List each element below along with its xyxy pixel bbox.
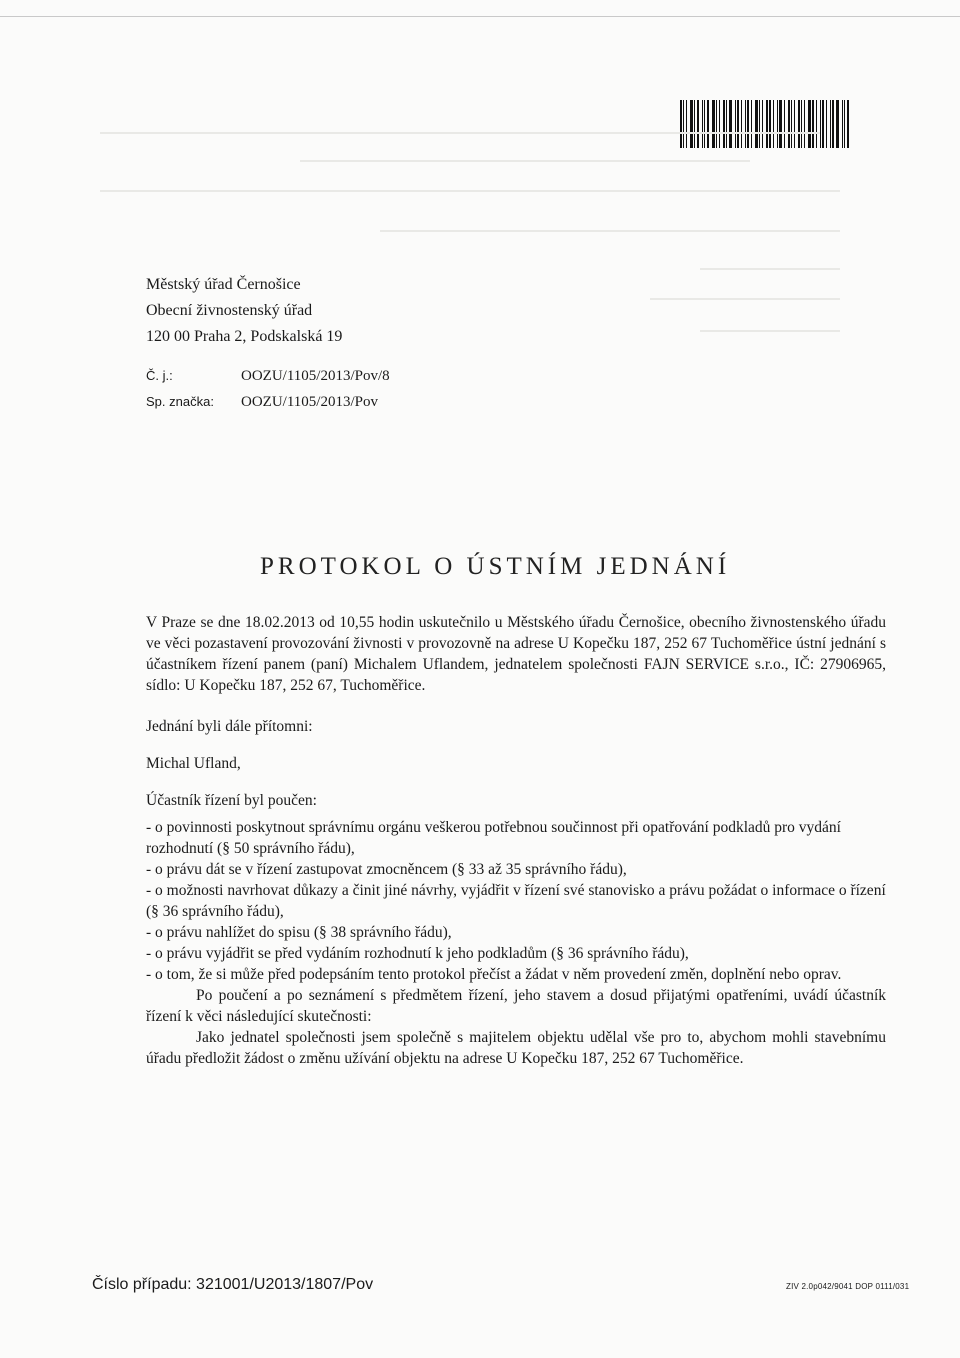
barcode-bar <box>779 100 782 148</box>
top-edge-line <box>0 16 960 17</box>
barcode-bar <box>751 100 752 148</box>
barcode-bar <box>694 100 695 148</box>
barcode-bar <box>723 100 725 148</box>
barcode-bar <box>798 100 800 148</box>
barcode-bar <box>737 100 739 148</box>
sp-label: Sp. značka: <box>146 394 214 409</box>
bleed-through-line <box>100 132 820 134</box>
barcode-bar <box>842 100 843 148</box>
instructed-label: Účastník řízení byl poučen: <box>146 792 317 809</box>
reference-cj-row <box>146 363 390 389</box>
statement-intro-paragraph: Po poučení a po seznámení s předmětem řízení, jeho stavem a dosud přijatými opatřeními, uvádí účastník řízení k věci následující skutečnosti: <box>146 987 886 1025</box>
barcode-bar <box>788 100 790 148</box>
barcode-bar <box>745 100 746 148</box>
barcode-bar <box>766 100 768 148</box>
barcode-bar <box>830 100 831 148</box>
cj-label: Č. j.: <box>146 368 173 383</box>
instruction-item: - o právu dát se v řízení zastupovat zmocněncem (§ 33 až 35 správního řádu), <box>146 861 627 878</box>
barcode-bar <box>712 100 715 148</box>
sp-value: OOZU/1105/2013/Pov <box>241 394 378 410</box>
bleed-through-line <box>650 298 840 300</box>
barcode-bar <box>794 100 795 148</box>
barcode-bar <box>759 100 760 148</box>
barcode-bar <box>801 100 802 148</box>
barcode-bar <box>804 100 805 148</box>
barcode-bar <box>844 100 845 148</box>
cj-value: OOZU/1105/2013/Pov/8 <box>241 368 390 384</box>
document-title: PROTOKOL O ÚSTNÍM JEDNÁNÍ <box>260 553 731 580</box>
barcode-bar <box>773 100 774 148</box>
barcode-bar <box>704 100 705 148</box>
barcode <box>680 100 874 148</box>
office-street: 120 00 Praha 2, Podskalská 19 <box>146 328 343 345</box>
barcode-bar <box>686 100 687 148</box>
office-department: Obecní živnostenský úřad <box>146 302 313 319</box>
barcode-bar <box>702 100 703 148</box>
barcode-bar <box>777 100 778 148</box>
form-code: ZIV 2.0p042/9041 DOP 0111/031 <box>786 1282 910 1291</box>
barcode-bar <box>826 100 827 148</box>
barcode-bar <box>816 100 817 148</box>
barcode-bar <box>697 100 699 148</box>
bleed-through-line <box>300 160 750 162</box>
reference-block <box>146 363 390 415</box>
barcode-bar <box>820 100 821 148</box>
bleed-through-line <box>100 190 840 192</box>
barcode-bar <box>822 100 824 148</box>
present-label: Jednání byli dále přítomni: <box>146 718 313 735</box>
barcode-bar <box>719 100 720 148</box>
reference-sp-row <box>146 389 390 415</box>
intro-paragraph: V Praze se dne 18.02.2013 od 10,55 hodin uskutečnilo u Městského úřadu Černošice, obecního živnostenského úřadu ve věci pozastavení provozování živnosti v provozovně na adrese U Kopečku 187, 252 67 Tuchoměřice ústní jednání s účastníkem řízení panem (paní) Michalem Uflandem, jednatelem společnosti FAJN SERVICE s.r.o., IČ: 27906965, sídlo: U Kopečku 187, 252 67, Tuchoměřice. <box>146 614 886 694</box>
barcode-bar <box>808 100 811 148</box>
barcode-bar <box>832 100 834 148</box>
barcode-bar <box>747 100 749 148</box>
present-name: Michal Ufland, <box>146 755 241 772</box>
barcode-bar <box>769 100 771 148</box>
barcode-bar <box>784 100 785 148</box>
instruction-item: - o povinnosti poskytnout správnímu orgánu veškerou potřebnou součinnost při opatřování podkladů pro vydání rozhodnutí (§ 50 správního řádu), <box>146 819 841 857</box>
document-body <box>146 612 886 1069</box>
bleed-through-line <box>700 330 840 332</box>
barcode-bar <box>791 100 792 148</box>
barcode-bar <box>762 100 763 148</box>
barcode-bar <box>847 100 849 148</box>
office-address <box>146 272 342 350</box>
instruction-item: - o tom, že si může před podepsáním tento protokol přečíst a žádat v něm provedení změn, doplnění nebo oprav. <box>146 966 842 983</box>
barcode-bar <box>716 100 717 148</box>
instruction-item: - o právu nahlížet do spisu (§ 38 správního řádu), <box>146 924 452 941</box>
case-number: Číslo případu: 321001/U2013/1807/Pov <box>92 1276 374 1293</box>
barcode-bar <box>707 100 709 148</box>
bleed-through-line <box>380 230 840 232</box>
barcode-bar <box>680 100 682 148</box>
barcode-bar <box>812 100 814 148</box>
barcode-bar <box>741 100 742 148</box>
barcode-bar <box>729 100 732 148</box>
barcode-bar <box>735 100 736 148</box>
statement-paragraph: Jako jednatel společnosti jsem společně s majitelem objektu udělal vše pro to, abychom mohli stavebnímu úřadu předložit žádost o změnu užívání objektu na adrese U Kopečku 187, 252 67 Tuchoměřice. <box>146 1029 886 1067</box>
barcode-bar <box>690 100 693 148</box>
office-name: Městský úřad Černošice <box>146 276 301 293</box>
barcode-bar <box>726 100 727 148</box>
bleed-through-line <box>700 268 840 270</box>
barcode-bar <box>683 100 684 148</box>
barcode-bar <box>755 100 758 148</box>
barcode-bar <box>836 100 839 148</box>
instruction-item: - o možnosti navrhovat důkazy a činit jiné návrhy, vyjádřit v řízení své stanovisko a právu požádat o informace o řízení (§ 36 správního řádu), <box>146 882 886 920</box>
instruction-item: - o právu vyjádřit se před vydáním rozhodnutí k jeho podkladům (§ 36 správního řádu), <box>146 945 689 962</box>
